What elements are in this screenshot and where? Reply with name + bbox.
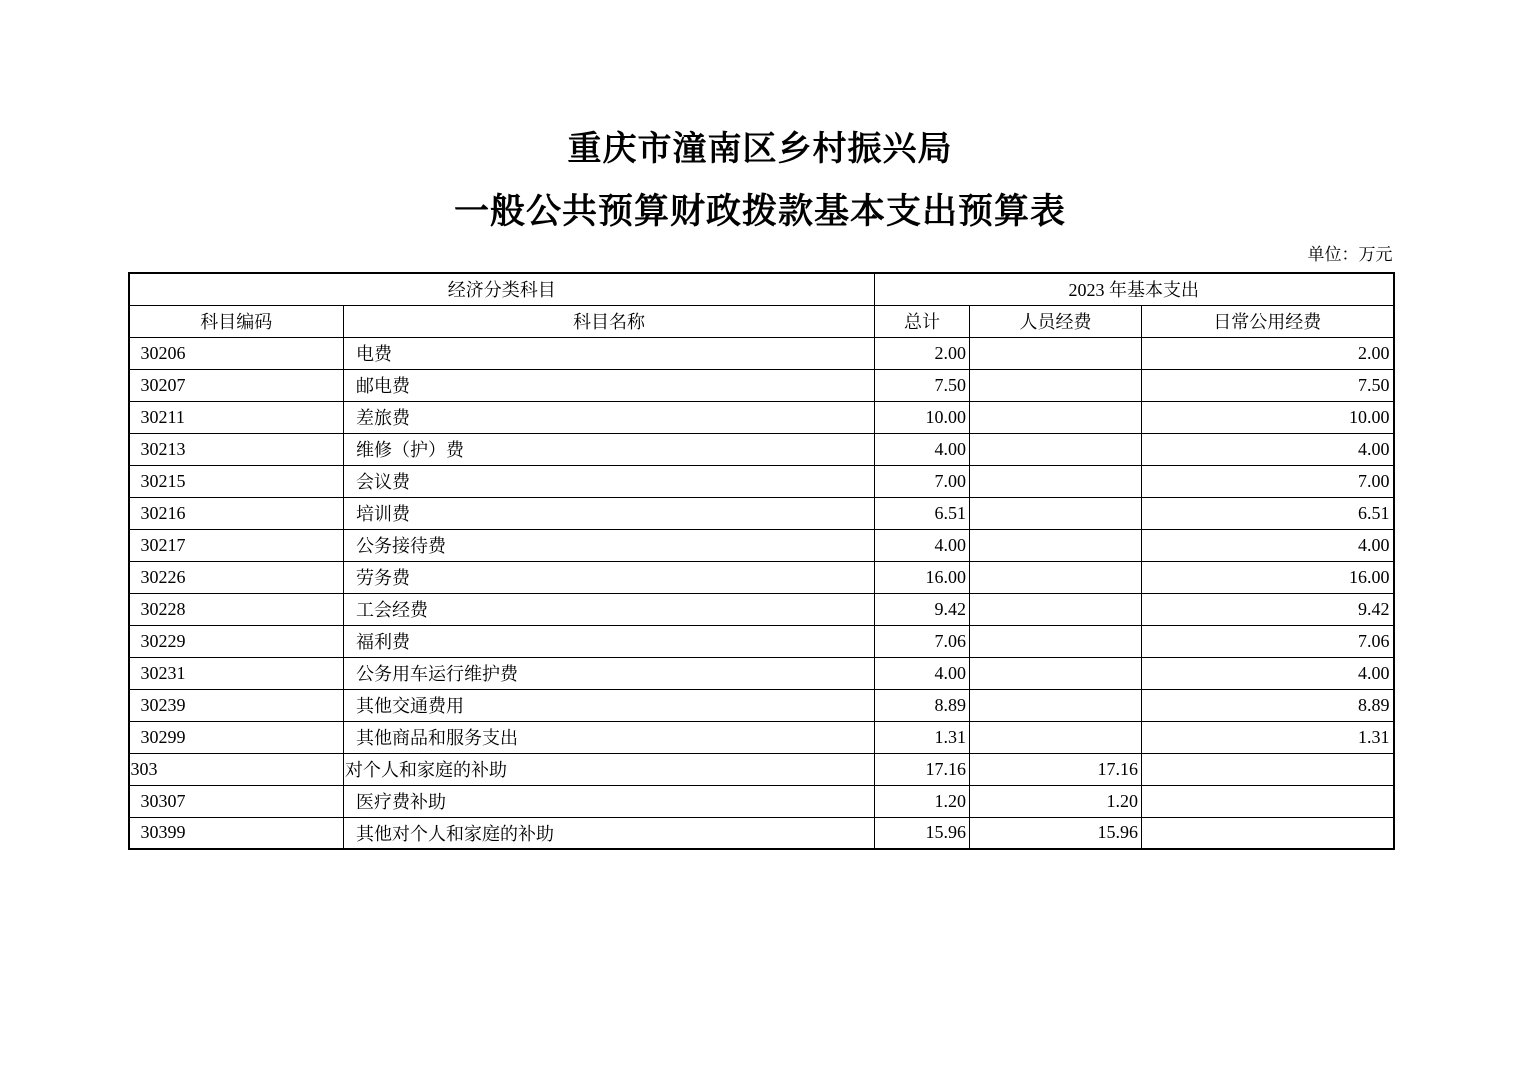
table-row: [129, 561, 1394, 593]
table-row: [129, 369, 1394, 401]
table-row: [129, 401, 1394, 433]
table-row: [129, 497, 1394, 529]
table-row: [129, 337, 1394, 369]
cell-code: 30215: [129, 465, 344, 497]
table-row: [129, 785, 1394, 817]
cell-personnel: [970, 369, 1142, 401]
cell-name: 工会经费: [344, 593, 875, 625]
cell-personnel: [970, 561, 1142, 593]
table-row: [129, 657, 1394, 689]
cell-total: 10.00: [875, 401, 970, 433]
table-row: [129, 465, 1394, 497]
cell-total: 7.50: [875, 369, 970, 401]
cell-personnel: [970, 401, 1142, 433]
cell-name: 劳务费: [344, 561, 875, 593]
table-section: [128, 245, 1393, 850]
cell-name: 差旅费: [344, 401, 875, 433]
group-header-economic-classification: 经济分类科目: [129, 273, 875, 305]
cell-name: 其他交通费用: [344, 689, 875, 721]
cell-code: 30229: [129, 625, 344, 657]
table-row: [129, 689, 1394, 721]
cell-name: 邮电费: [344, 369, 875, 401]
cell-name: 会议费: [344, 465, 875, 497]
cell-total: 9.42: [875, 593, 970, 625]
cell-total: 4.00: [875, 529, 970, 561]
group-header-basic-expenditure-2023: 2023 年基本支出: [875, 273, 1394, 305]
cell-name: 医疗费补助: [344, 785, 875, 817]
doc-subtitle: 一般公共预算财政拨款基本支出预算表: [453, 192, 1066, 231]
col-header-personnel: 人员经费: [970, 305, 1142, 337]
cell-daily-public: 1.31: [1142, 721, 1394, 753]
cell-name: 其他商品和服务支出: [344, 721, 875, 753]
cell-personnel: [970, 721, 1142, 753]
cell-name: 对个人和家庭的补助: [344, 753, 875, 785]
cell-daily-public: [1142, 785, 1394, 817]
group-header-row: [129, 273, 1394, 305]
cell-personnel: [970, 593, 1142, 625]
cell-total: 4.00: [875, 433, 970, 465]
col-header-daily-public: 日常公用经费: [1142, 305, 1394, 337]
budget-table: [128, 272, 1395, 850]
cell-code: 30206: [129, 337, 344, 369]
doc-title: 重庆市潼南区乡村振兴局: [567, 131, 953, 168]
cell-name: 维修（护）费: [344, 433, 875, 465]
cell-daily-public: 4.00: [1142, 657, 1394, 689]
cell-code: 30228: [129, 593, 344, 625]
cell-code: 30399: [129, 817, 344, 849]
cell-personnel: [970, 625, 1142, 657]
cell-personnel: [970, 465, 1142, 497]
cell-daily-public: 7.06: [1142, 625, 1394, 657]
cell-total: 15.96: [875, 817, 970, 849]
table-header: [129, 273, 1394, 337]
cell-daily-public: 8.89: [1142, 689, 1394, 721]
cell-daily-public: 4.00: [1142, 529, 1394, 561]
cell-personnel: [970, 689, 1142, 721]
cell-code: 30299: [129, 721, 344, 753]
cell-personnel: [970, 529, 1142, 561]
cell-daily-public: [1142, 753, 1394, 785]
cell-code: 30226: [129, 561, 344, 593]
cell-personnel: [970, 433, 1142, 465]
cell-code: 30217: [129, 529, 344, 561]
table-row: [129, 625, 1394, 657]
cell-total: 2.00: [875, 337, 970, 369]
cell-daily-public: 4.00: [1142, 433, 1394, 465]
cell-code: 303: [129, 753, 344, 785]
cell-daily-public: 16.00: [1142, 561, 1394, 593]
cell-total: 17.16: [875, 753, 970, 785]
cell-total: 7.00: [875, 465, 970, 497]
cell-personnel: [970, 657, 1142, 689]
unit-label: 单位：万元: [1307, 245, 1393, 264]
cell-daily-public: 7.50: [1142, 369, 1394, 401]
cell-name: 培训费: [344, 497, 875, 529]
cell-name: 电费: [344, 337, 875, 369]
cell-code: 30207: [129, 369, 344, 401]
table-row: [129, 721, 1394, 753]
col-header-total: 总计: [875, 305, 970, 337]
cell-name: 公务用车运行维护费: [344, 657, 875, 689]
cell-total: 8.89: [875, 689, 970, 721]
cell-total: 6.51: [875, 497, 970, 529]
cell-personnel: 15.96: [970, 817, 1142, 849]
cell-code: 30307: [129, 785, 344, 817]
cell-name: 福利费: [344, 625, 875, 657]
cell-total: 7.06: [875, 625, 970, 657]
table-row: [129, 817, 1394, 849]
cell-personnel: [970, 497, 1142, 529]
cell-code: 30216: [129, 497, 344, 529]
table-row: [129, 593, 1394, 625]
col-header-code: 科目编码: [129, 305, 344, 337]
cell-daily-public: 10.00: [1142, 401, 1394, 433]
cell-total: 1.31: [875, 721, 970, 753]
cell-daily-public: 9.42: [1142, 593, 1394, 625]
table-row: [129, 433, 1394, 465]
cell-daily-public: 6.51: [1142, 497, 1394, 529]
cell-name: 其他对个人和家庭的补助: [344, 817, 875, 849]
col-header-name: 科目名称: [344, 305, 875, 337]
table-row: [129, 753, 1394, 785]
table-row: [129, 529, 1394, 561]
cell-personnel: [970, 337, 1142, 369]
cell-daily-public: 2.00: [1142, 337, 1394, 369]
cell-daily-public: 7.00: [1142, 465, 1394, 497]
column-header-row: [129, 305, 1394, 337]
cell-total: 1.20: [875, 785, 970, 817]
cell-code: 30239: [129, 689, 344, 721]
cell-total: 16.00: [875, 561, 970, 593]
cell-personnel: 17.16: [970, 753, 1142, 785]
cell-daily-public: [1142, 817, 1394, 849]
cell-personnel: 1.20: [970, 785, 1142, 817]
cell-code: 30213: [129, 433, 344, 465]
cell-total: 4.00: [875, 657, 970, 689]
cell-code: 30231: [129, 657, 344, 689]
cell-name: 公务接待费: [344, 529, 875, 561]
cell-code: 30211: [129, 401, 344, 433]
table-body: [129, 337, 1394, 849]
